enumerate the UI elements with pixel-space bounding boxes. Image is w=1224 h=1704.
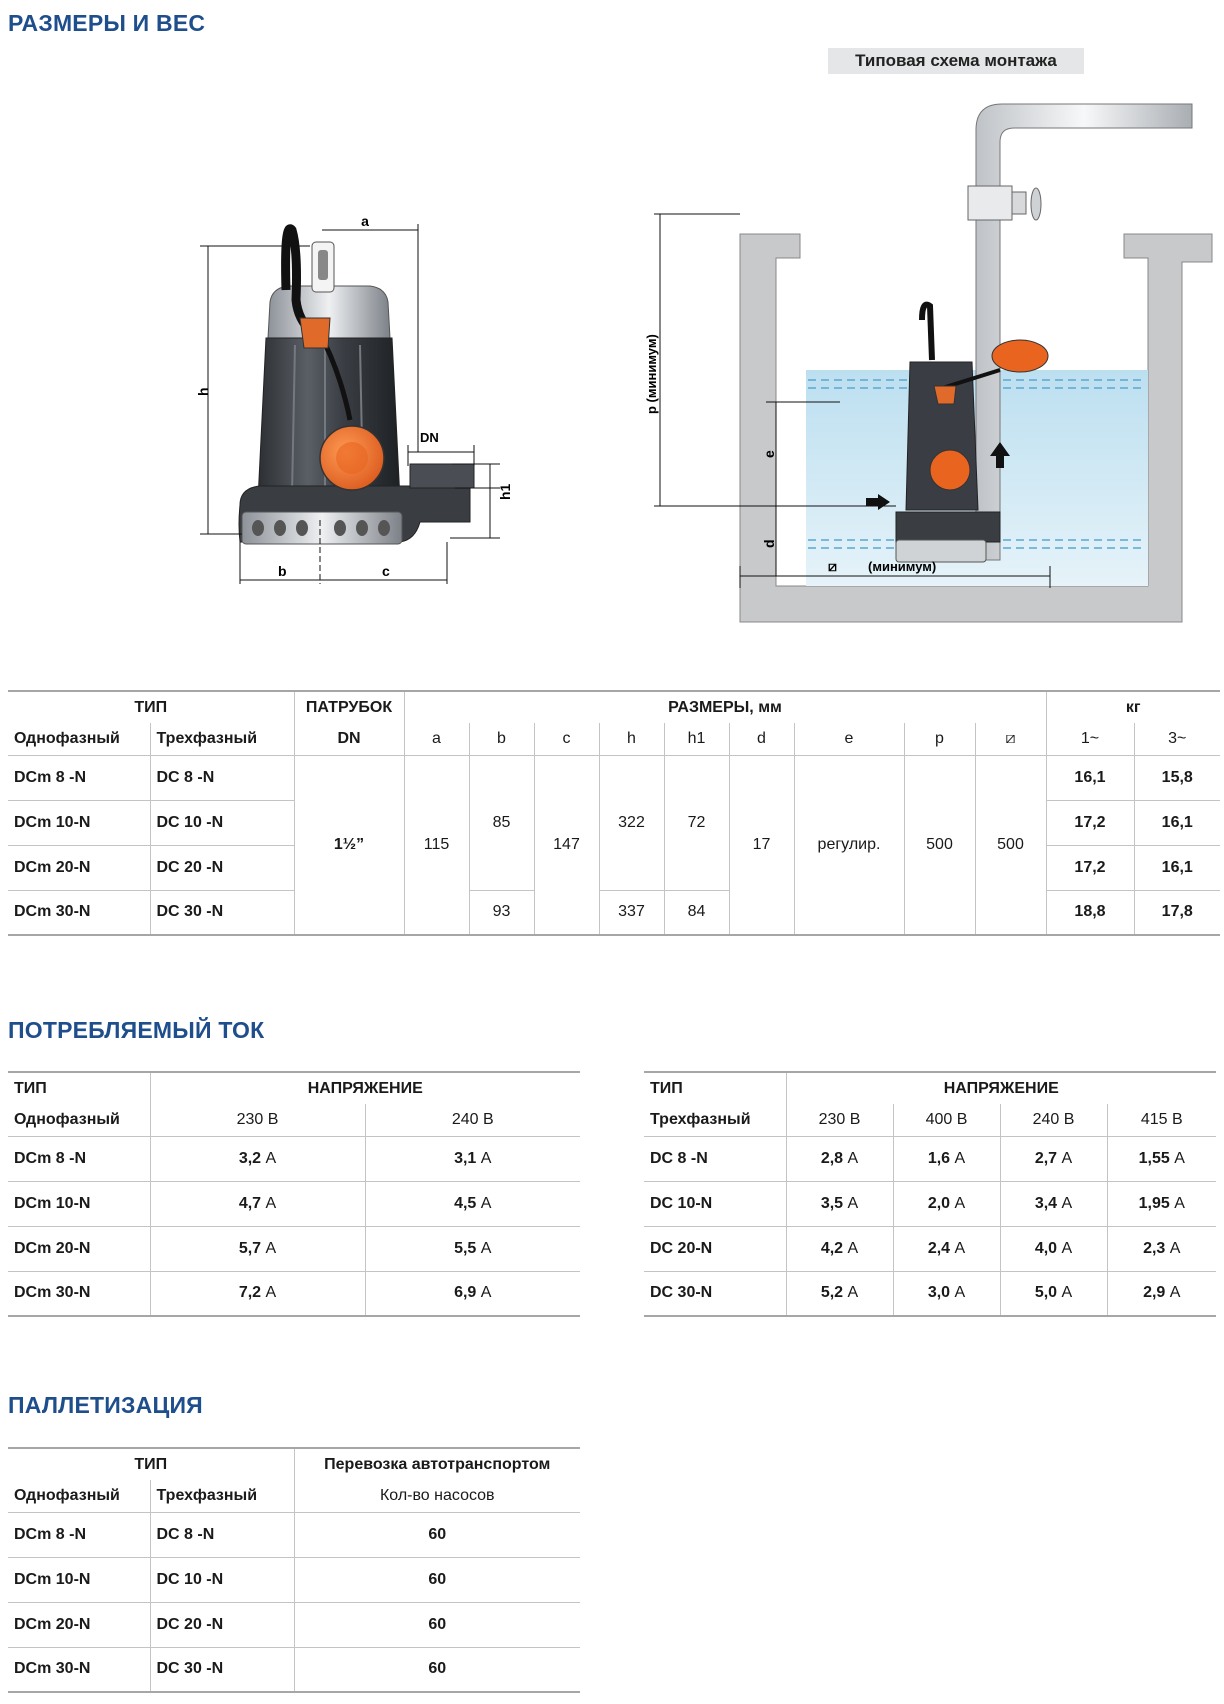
cell-kg1: 17,2 bbox=[1046, 845, 1134, 890]
header-voltage: НАПРЯЖЕНИЕ bbox=[943, 1079, 1059, 1097]
col-a: a bbox=[404, 723, 469, 755]
current-cell: 3,5 А bbox=[786, 1181, 893, 1226]
table-row-three: DC 8 -N bbox=[150, 1512, 294, 1557]
header-v230: 230 В bbox=[786, 1104, 893, 1136]
col-p: p bbox=[904, 723, 975, 755]
cell-b-bottom: 93 bbox=[469, 890, 534, 935]
installation-diagram bbox=[644, 90, 1220, 650]
label-d: d bbox=[761, 539, 777, 548]
cell-a: 115 bbox=[404, 755, 469, 935]
header-sizes: РАЗМЕРЫ, мм bbox=[404, 691, 1046, 723]
current-cell: 3,1 А bbox=[454, 1149, 492, 1167]
cell-b-top: 85 bbox=[469, 755, 534, 890]
table-row-three: DC 8 -N bbox=[150, 755, 294, 800]
current-cell: 3,2 А bbox=[150, 1136, 365, 1181]
dimensions-table bbox=[8, 690, 1220, 936]
current-cell: 5,7 А bbox=[150, 1226, 365, 1271]
header-single: Однофазный bbox=[8, 723, 150, 755]
cell-kg1: 18,8 bbox=[1046, 890, 1134, 935]
cell-h1-bottom: 84 bbox=[664, 890, 729, 935]
table-row-model: DCm 8 -N bbox=[8, 1136, 150, 1181]
current-single-table bbox=[8, 1071, 580, 1317]
table-row-model: DC 30-N bbox=[644, 1271, 786, 1316]
header-phase: Трехфазный bbox=[644, 1104, 786, 1136]
header-outlet: ПАТРУБОК bbox=[294, 691, 404, 723]
label-h1: h1 bbox=[497, 483, 513, 500]
table-row-three: DC 20 -N bbox=[150, 845, 294, 890]
current-cell: 2,3 А bbox=[1143, 1239, 1181, 1257]
table-row-model: DCm 30-N bbox=[8, 1271, 150, 1316]
table-row-three: DC 30 -N bbox=[150, 890, 294, 935]
current-cell: 5,5 А bbox=[454, 1239, 492, 1257]
cell-kg3: 16,1 bbox=[1161, 813, 1193, 831]
cell-h-bottom: 337 bbox=[599, 890, 664, 935]
table-row-single: DCm 20-N bbox=[8, 845, 150, 890]
cell-kg1: 17,2 bbox=[1046, 800, 1134, 845]
current-cell: 4,0 А bbox=[1000, 1226, 1107, 1271]
qty-cell: 60 bbox=[428, 1660, 447, 1678]
cell-dn: 1½” bbox=[294, 755, 404, 935]
current-title: ПОТРЕБЛЯЕМЫЙ ТОК bbox=[8, 1017, 265, 1043]
table-row-three: DC 20 -N bbox=[150, 1602, 294, 1647]
header-kg: кг bbox=[1125, 698, 1141, 716]
col-e: e bbox=[794, 723, 904, 755]
header-type: ТИП bbox=[8, 691, 294, 723]
table-row-model: DCm 10-N bbox=[8, 1181, 150, 1226]
table-row-single: DCm 8 -N bbox=[8, 1512, 150, 1557]
current-cell: 7,2 А bbox=[150, 1271, 365, 1316]
current-cell: 4,5 А bbox=[454, 1194, 492, 1212]
table-row-single: DCm 10-N bbox=[8, 1557, 150, 1602]
current-cell: 1,6 А bbox=[893, 1136, 1000, 1181]
current-cell: 2,4 А bbox=[893, 1226, 1000, 1271]
table-row-single: DCm 30-N bbox=[8, 890, 150, 935]
table-row-model: DC 10-N bbox=[644, 1181, 786, 1226]
current-cell: 5,0 А bbox=[1000, 1271, 1107, 1316]
current-cell: 6,9 А bbox=[454, 1284, 492, 1302]
header-type: ТИП bbox=[8, 1448, 294, 1480]
col-h1: h1 bbox=[664, 723, 729, 755]
table-row-single: DCm 10-N bbox=[8, 800, 150, 845]
install-caption: Типовая схема монтажа bbox=[828, 48, 1084, 74]
col-c: c bbox=[534, 723, 599, 755]
cell-c: 147 bbox=[534, 755, 599, 935]
header-v230: 230 В bbox=[150, 1104, 365, 1136]
table-row-model: DCm 20-N bbox=[8, 1226, 150, 1271]
table-row-three: DC 30 -N bbox=[150, 1647, 294, 1692]
current-cell: 4,2 А bbox=[786, 1226, 893, 1271]
col-d: d bbox=[729, 723, 794, 755]
current-cell: 3,0 А bbox=[893, 1271, 1000, 1316]
table-row-single: DCm 30-N bbox=[8, 1647, 150, 1692]
current-cell: 4,7 А bbox=[150, 1181, 365, 1226]
header-qty: Кол-во насосов bbox=[379, 1486, 495, 1504]
pallet-table bbox=[8, 1447, 580, 1693]
qty-cell: 60 bbox=[428, 1570, 447, 1588]
cell-e: регулир. bbox=[794, 755, 904, 935]
cell-kg3: 16,1 bbox=[1161, 858, 1193, 876]
current-cell: 2,0 А bbox=[893, 1181, 1000, 1226]
table-row-model: DC 8 -N bbox=[644, 1136, 786, 1181]
header-v240: 240 В bbox=[1000, 1104, 1107, 1136]
qty-cell: 60 bbox=[428, 1525, 447, 1543]
header-voltage: НАПРЯЖЕНИЕ bbox=[307, 1079, 423, 1097]
col-h: h bbox=[599, 723, 664, 755]
header-v415: 415 В bbox=[1140, 1110, 1183, 1128]
table-row-three: DC 10 -N bbox=[150, 1557, 294, 1602]
current-three-table bbox=[644, 1071, 1216, 1317]
col-square: ⧄ bbox=[975, 723, 1046, 755]
current-cell: 1,95 А bbox=[1138, 1194, 1185, 1212]
label-square-note: (минимум) bbox=[868, 559, 937, 574]
header-three: Трехфазный bbox=[150, 1480, 294, 1512]
current-cell: 2,8 А bbox=[786, 1136, 893, 1181]
qty-cell: 60 bbox=[428, 1615, 447, 1633]
cell-square: 500 bbox=[975, 755, 1046, 935]
cell-h1-top: 72 bbox=[664, 755, 729, 890]
table-row-single: DCm 8 -N bbox=[8, 755, 150, 800]
cell-kg1: 16,1 bbox=[1046, 755, 1134, 800]
col-kg1: 1~ bbox=[1046, 723, 1134, 755]
label-c: c bbox=[382, 563, 390, 579]
header-dn: DN bbox=[294, 723, 404, 755]
label-a: a bbox=[361, 213, 369, 229]
label-p: p (минимум) bbox=[644, 334, 659, 414]
cell-d: 17 bbox=[729, 755, 794, 935]
header-single: Однофазный bbox=[8, 1480, 150, 1512]
col-b: b bbox=[469, 723, 534, 755]
header-three: Трехфазный bbox=[150, 723, 294, 755]
label-dn: DN bbox=[420, 430, 439, 445]
label-b: b bbox=[278, 563, 287, 579]
header-type: ТИП bbox=[644, 1072, 786, 1104]
label-square: ⧄ bbox=[828, 558, 837, 574]
cell-kg3: 15,8 bbox=[1161, 768, 1193, 786]
cell-h-top: 322 bbox=[599, 755, 664, 890]
current-cell: 2,7 А bbox=[1000, 1136, 1107, 1181]
label-h: h bbox=[195, 387, 211, 396]
current-cell: 5,2 А bbox=[786, 1271, 893, 1316]
cell-kg3: 17,8 bbox=[1161, 903, 1193, 921]
table-row-three: DC 10 -N bbox=[150, 800, 294, 845]
header-transport: Перевозка автотранспортом bbox=[324, 1455, 551, 1473]
current-cell: 3,4 А bbox=[1000, 1181, 1107, 1226]
table-row-single: DCm 20-N bbox=[8, 1602, 150, 1647]
label-e: e bbox=[761, 450, 777, 458]
header-type: ТИП bbox=[8, 1072, 150, 1104]
pump-dimension-drawing bbox=[195, 213, 530, 640]
col-kg3: 3~ bbox=[1168, 729, 1187, 747]
table-row-model: DC 20-N bbox=[644, 1226, 786, 1271]
current-cell: 1,55 А bbox=[1138, 1149, 1185, 1167]
header-v240: 240 В bbox=[451, 1110, 494, 1128]
pallet-title: ПАЛЛЕТИЗАЦИЯ bbox=[8, 1392, 203, 1418]
current-cell: 2,9 А bbox=[1143, 1284, 1181, 1302]
cell-p: 500 bbox=[904, 755, 975, 935]
dimensions-title: РАЗМЕРЫ И ВЕС bbox=[8, 10, 206, 36]
header-v400: 400 В bbox=[893, 1104, 1000, 1136]
header-phase: Однофазный bbox=[8, 1104, 150, 1136]
